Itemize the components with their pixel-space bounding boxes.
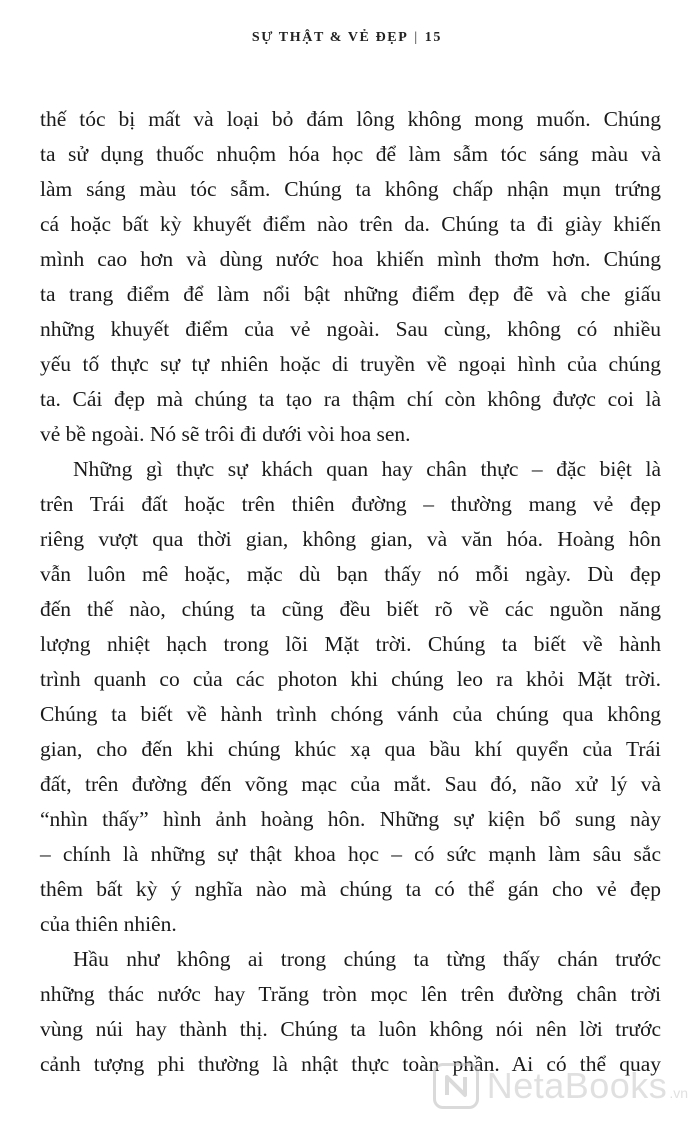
text-line: ta sử dụng thuốc nhuộm hóa học để làm sẫm tóc sáng màu và — [40, 142, 661, 166]
text-line: làm sáng màu tóc sẫm. Chúng ta không chấp nhận mụn trứng — [40, 177, 661, 201]
text-line: Chúng ta biết về hành trình chóng vánh của chúng qua không — [40, 702, 661, 726]
text-line: ta. Cái đẹp mà chúng ta tạo ra thậm chí còn không được coi là — [40, 387, 661, 411]
text-line: đất, trên đường đến võng mạc của mắt. Sau đó, não xử lý và — [40, 772, 661, 796]
text-line: – chính là những sự thật khoa học – có sức mạnh làm sâu sắc — [40, 842, 661, 866]
text-line: Hầu như không ai trong chúng ta từng thấy chán trước — [73, 947, 661, 971]
text-line: “nhìn thấy” hình ảnh hoàng hôn. Những sự kiện bổ sung này — [40, 807, 661, 831]
text-line: trình quanh co của các photon khi chúng leo ra khỏi Mặt trời. — [40, 667, 661, 691]
page-number: 15 — [424, 30, 442, 45]
text-line: riêng vượt qua thời gian, không gian, và văn hóa. Hoàng hôn — [40, 527, 661, 551]
text-line: mình cao hơn và dùng nước hoa khiến mình thơm hơn. Chúng — [40, 247, 661, 271]
text-line: vùng núi hay thành thị. Chúng ta luôn không nói nên lời trước — [40, 1017, 661, 1041]
watermark-brand: NetaBooks — [486, 1065, 668, 1106]
text-line: những khuyết điểm của vẻ ngoài. Sau cùng, không có nhiều — [40, 317, 661, 341]
header-separator: | — [414, 30, 419, 45]
text-line: vẫn luôn mê hoặc, mặc dù bạn thấy nó mỗi ngày. Dù đẹp — [40, 562, 661, 586]
text-line: cá hoặc bất kỳ khuyết điểm nào trên da. Chúng ta đi giày khiến — [40, 212, 661, 236]
watermark-suffix: .vn — [669, 1085, 688, 1101]
text-line: Những gì thực sự khách quan hay chân thực – đặc biệt là — [73, 457, 661, 481]
text-line: vẻ bề ngoài. Nó sẽ trôi đi dưới vòi hoa sen. — [40, 422, 411, 446]
watermark — [433, 1063, 688, 1109]
text-line: những thác nước hay Trăng tròn mọc lên trên đường chân trời — [40, 982, 661, 1006]
text-line: ta trang điểm để làm nổi bật những điểm đẹp đẽ và che giấu — [40, 282, 661, 306]
text-line: yếu tố thực sự tự nhiên hoặc di truyền về ngoại hình của chúng — [40, 352, 661, 376]
text-line: lượng nhiệt hạch trong lõi Mặt trời. Chúng ta biết về hành — [40, 632, 661, 656]
netabooks-logo-icon — [433, 1063, 479, 1109]
body-text — [40, 102, 661, 1082]
paragraph — [40, 452, 661, 942]
text-line: trên Trái đất hoặc trên thiên đường – thường mang vẻ đẹp — [40, 492, 661, 516]
running-head — [252, 30, 442, 46]
paragraph — [40, 102, 661, 452]
text-line: thế tóc bị mất và loại bỏ đám lông không mong muốn. Chúng — [40, 107, 661, 131]
text-line: thêm bất kỳ ý nghĩa nào mà chúng ta có thể gán cho vẻ đẹp — [40, 877, 661, 901]
text-line: gian, cho đến khi chúng khúc xạ qua bầu khí quyển của Trái — [40, 737, 661, 761]
text-line: cảnh tượng phi thường là nhật thực toàn phần. Ai có thể quay — [40, 1052, 661, 1076]
text-line: đến thế nào, chúng ta cũng đều biết rõ về các nguồn năng — [40, 597, 661, 621]
chapter-title: SỰ THẬT & VẺ ĐẸP — [251, 30, 409, 45]
paragraph — [40, 942, 661, 1082]
text-line: của thiên nhiên. — [40, 912, 177, 936]
